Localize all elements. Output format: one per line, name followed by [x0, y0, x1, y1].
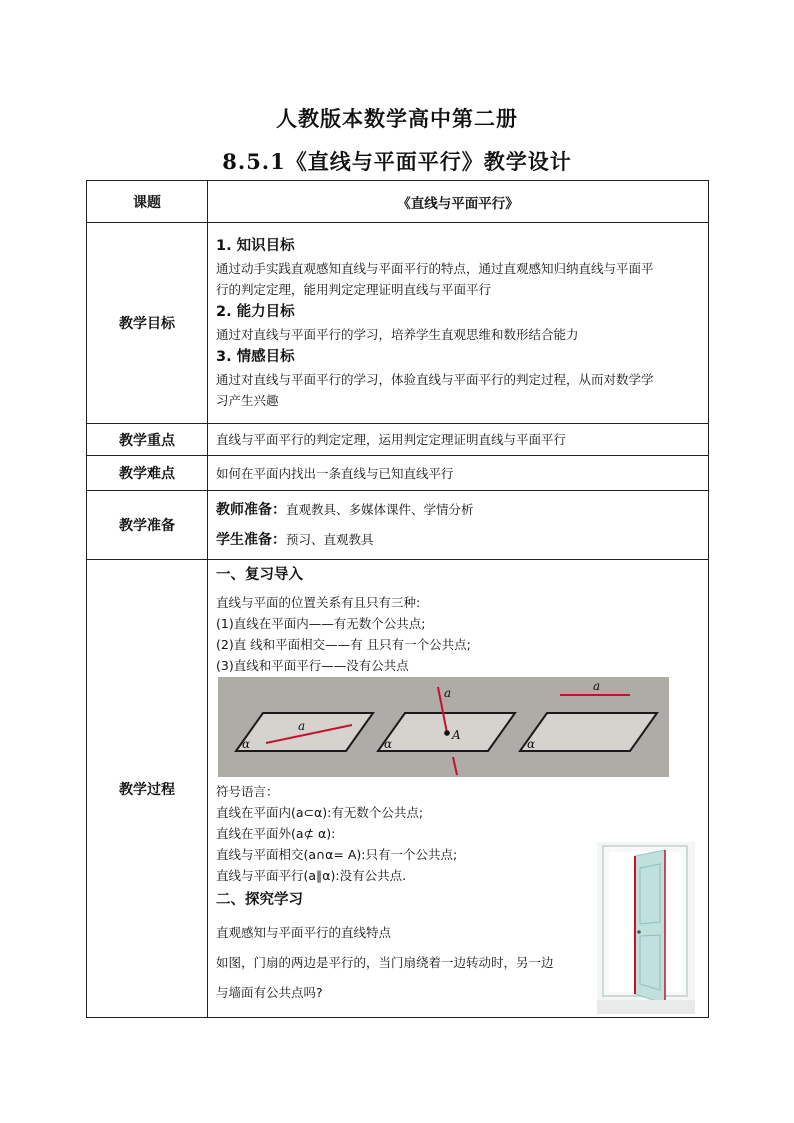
fig2-label-point: A [452, 728, 461, 742]
goal-text-emotion-1: 通过对直线与平面平行的学习，体验直线与平面平行的判定过程，从而对数学学 [216, 372, 654, 387]
fig3-label-alpha: α [527, 737, 536, 751]
label-process: 教学过程 [87, 560, 208, 1018]
row-process [87, 560, 709, 1018]
student-prep-label: 学生准备： [216, 532, 286, 548]
symbol-line4: 直线与平面平行(a∥α):没有公共点. [216, 868, 407, 883]
door-handle [637, 930, 641, 934]
row-prep [87, 491, 709, 560]
symbol-line3: 直线与平面相交(a∩α= A):只有一个公共点; [216, 847, 458, 862]
section1-item2: (2)直 线和平面相交——有 且只有一个公共点; [216, 637, 471, 652]
symbol-line2: 直线在平面外(a⊄ α): [216, 826, 336, 841]
fig1-label-a: a [298, 719, 306, 733]
section2-title: 二、探究学习 [216, 892, 303, 908]
label-topic: 课题 [87, 181, 208, 223]
goal-heading-ability: 2. 能力目标 [216, 304, 295, 320]
symbol-title: 符号语言： [216, 784, 279, 799]
label-key: 教学重点 [87, 424, 208, 456]
symbol-line1: 直线在平面内(a⊂α):有无数个公共点; [216, 805, 424, 820]
teacher-prep-value: 直观教具、多媒体课件、学情分析 [286, 502, 474, 517]
label-goals: 教学目标 [87, 223, 208, 424]
goal-heading-emotion: 3. 情感目标 [216, 349, 295, 365]
planes-figure [218, 677, 669, 777]
row-key [87, 424, 709, 456]
label-difficulty: 教学难点 [87, 456, 208, 491]
goal-text-knowledge-1: 通过动手实践直观感知直线与平面平行的特点，通过直观感知归纳直线与平面平 [216, 261, 654, 276]
section1-item1: (1)直线在平面内——有无数个公共点; [216, 616, 426, 631]
student-prep-value: 预习、直观教具 [286, 532, 374, 547]
page-title-line2: 8.5.1《直线与平面平行》教学设计 [222, 149, 572, 174]
fig1-label-alpha: α [242, 737, 251, 751]
section2-p2: 如图，门扇的两边是平行的，当门扇绕着一边转动时，另一边 [216, 955, 554, 970]
row-difficulty [87, 456, 709, 491]
value-key: 直线与平面平行的判定定理，运用判定定理证明直线与平面平行 [216, 432, 567, 447]
fig2-label-a: a [444, 686, 452, 700]
value-topic: 《直线与平面平行》 [208, 181, 709, 223]
goal-heading-knowledge: 1. 知识目标 [216, 238, 295, 254]
page-title-line1: 人教版本数学高中第二册 [276, 106, 518, 131]
intersection-point [444, 730, 450, 736]
row-goals [87, 223, 709, 424]
goal-text-knowledge-2: 行的判定定理，能用判定定理证明直线与平面平行 [216, 282, 492, 297]
section1-title: 一、复习导入 [216, 567, 303, 583]
section2-p3: 与墙面有公共点吗? [216, 985, 323, 1000]
row-topic [87, 181, 709, 223]
goals-content [208, 223, 709, 424]
goal-text-emotion-2: 习产生兴趣 [216, 393, 279, 408]
fig2-label-alpha: α [384, 737, 393, 751]
section2-p1: 直观感知与平面平行的直线特点 [216, 925, 392, 940]
fig3-label-a: a [593, 679, 601, 693]
section1-item3: (3)直线和平面平行——没有公共点 [216, 658, 409, 673]
value-difficulty: 如何在平面内找出一条直线与已知直线平行 [216, 465, 454, 481]
teacher-prep-label: 教师准备： [216, 502, 286, 518]
lesson-plan-table [86, 180, 709, 1018]
label-prep: 教学准备 [87, 491, 208, 560]
door-illustration [597, 842, 695, 1014]
section1-intro: 直线与平面的位置关系有且只有三种: [216, 595, 421, 610]
goal-text-ability: 通过对直线与平面平行的学习，培养学生直观思维和数形结合能力 [216, 327, 579, 342]
